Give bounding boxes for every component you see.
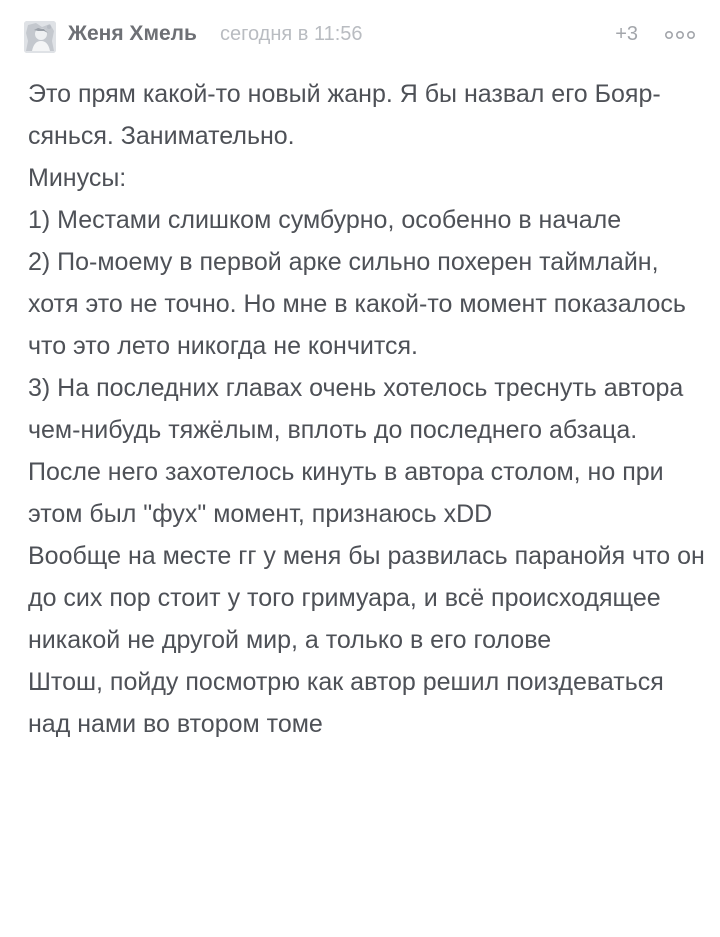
comment-paragraph: Вообще на месте гг у меня бы развилась паранойя что он до сих пор стоит у того гримуара, и всё происходящее никакой не другой мир, а только в его голове — [28, 542, 705, 654]
author-name[interactable]: Женя Хмель — [68, 22, 197, 45]
comment-paragraph: Штош, пойду посмотрю как автор решил поиздеваться над нами во втором томе — [28, 668, 664, 738]
comment-body — [28, 73, 708, 745]
comment-paragraph: 2) По-моему в первой арке сильно похерен таймлайн, хотя это не точно. Но мне в какой-то момент показалось что это лето никогда не кончится. — [28, 248, 686, 360]
more-dots-icon[interactable] — [664, 28, 696, 40]
comment-paragraph: Это прям какой-то новый жанр. Я бы назвал его Бояр-сянься. Занимательно. — [28, 80, 661, 150]
user-avatar-icon[interactable] — [24, 21, 56, 53]
comment-rating: +3 — [615, 23, 638, 45]
comment-paragraph: Минусы: — [28, 164, 127, 192]
avatar-image — [24, 21, 56, 53]
comment-header — [0, 0, 720, 70]
more-dots-graphic — [664, 29, 696, 41]
comment-timestamp[interactable]: сегодня в 11:56 — [220, 23, 363, 45]
comment-paragraph: 1) Местами слишком сумбурно, особенно в начале — [28, 206, 622, 234]
comment-paragraph: 3) На последних главах очень хотелось треснуть автора чем-нибудь тяжёлым, вплоть до последнего абзаца. После него захотелось кинуть в автора столом, но при этом был "фух" момент, признаюсь xDD — [28, 374, 684, 528]
